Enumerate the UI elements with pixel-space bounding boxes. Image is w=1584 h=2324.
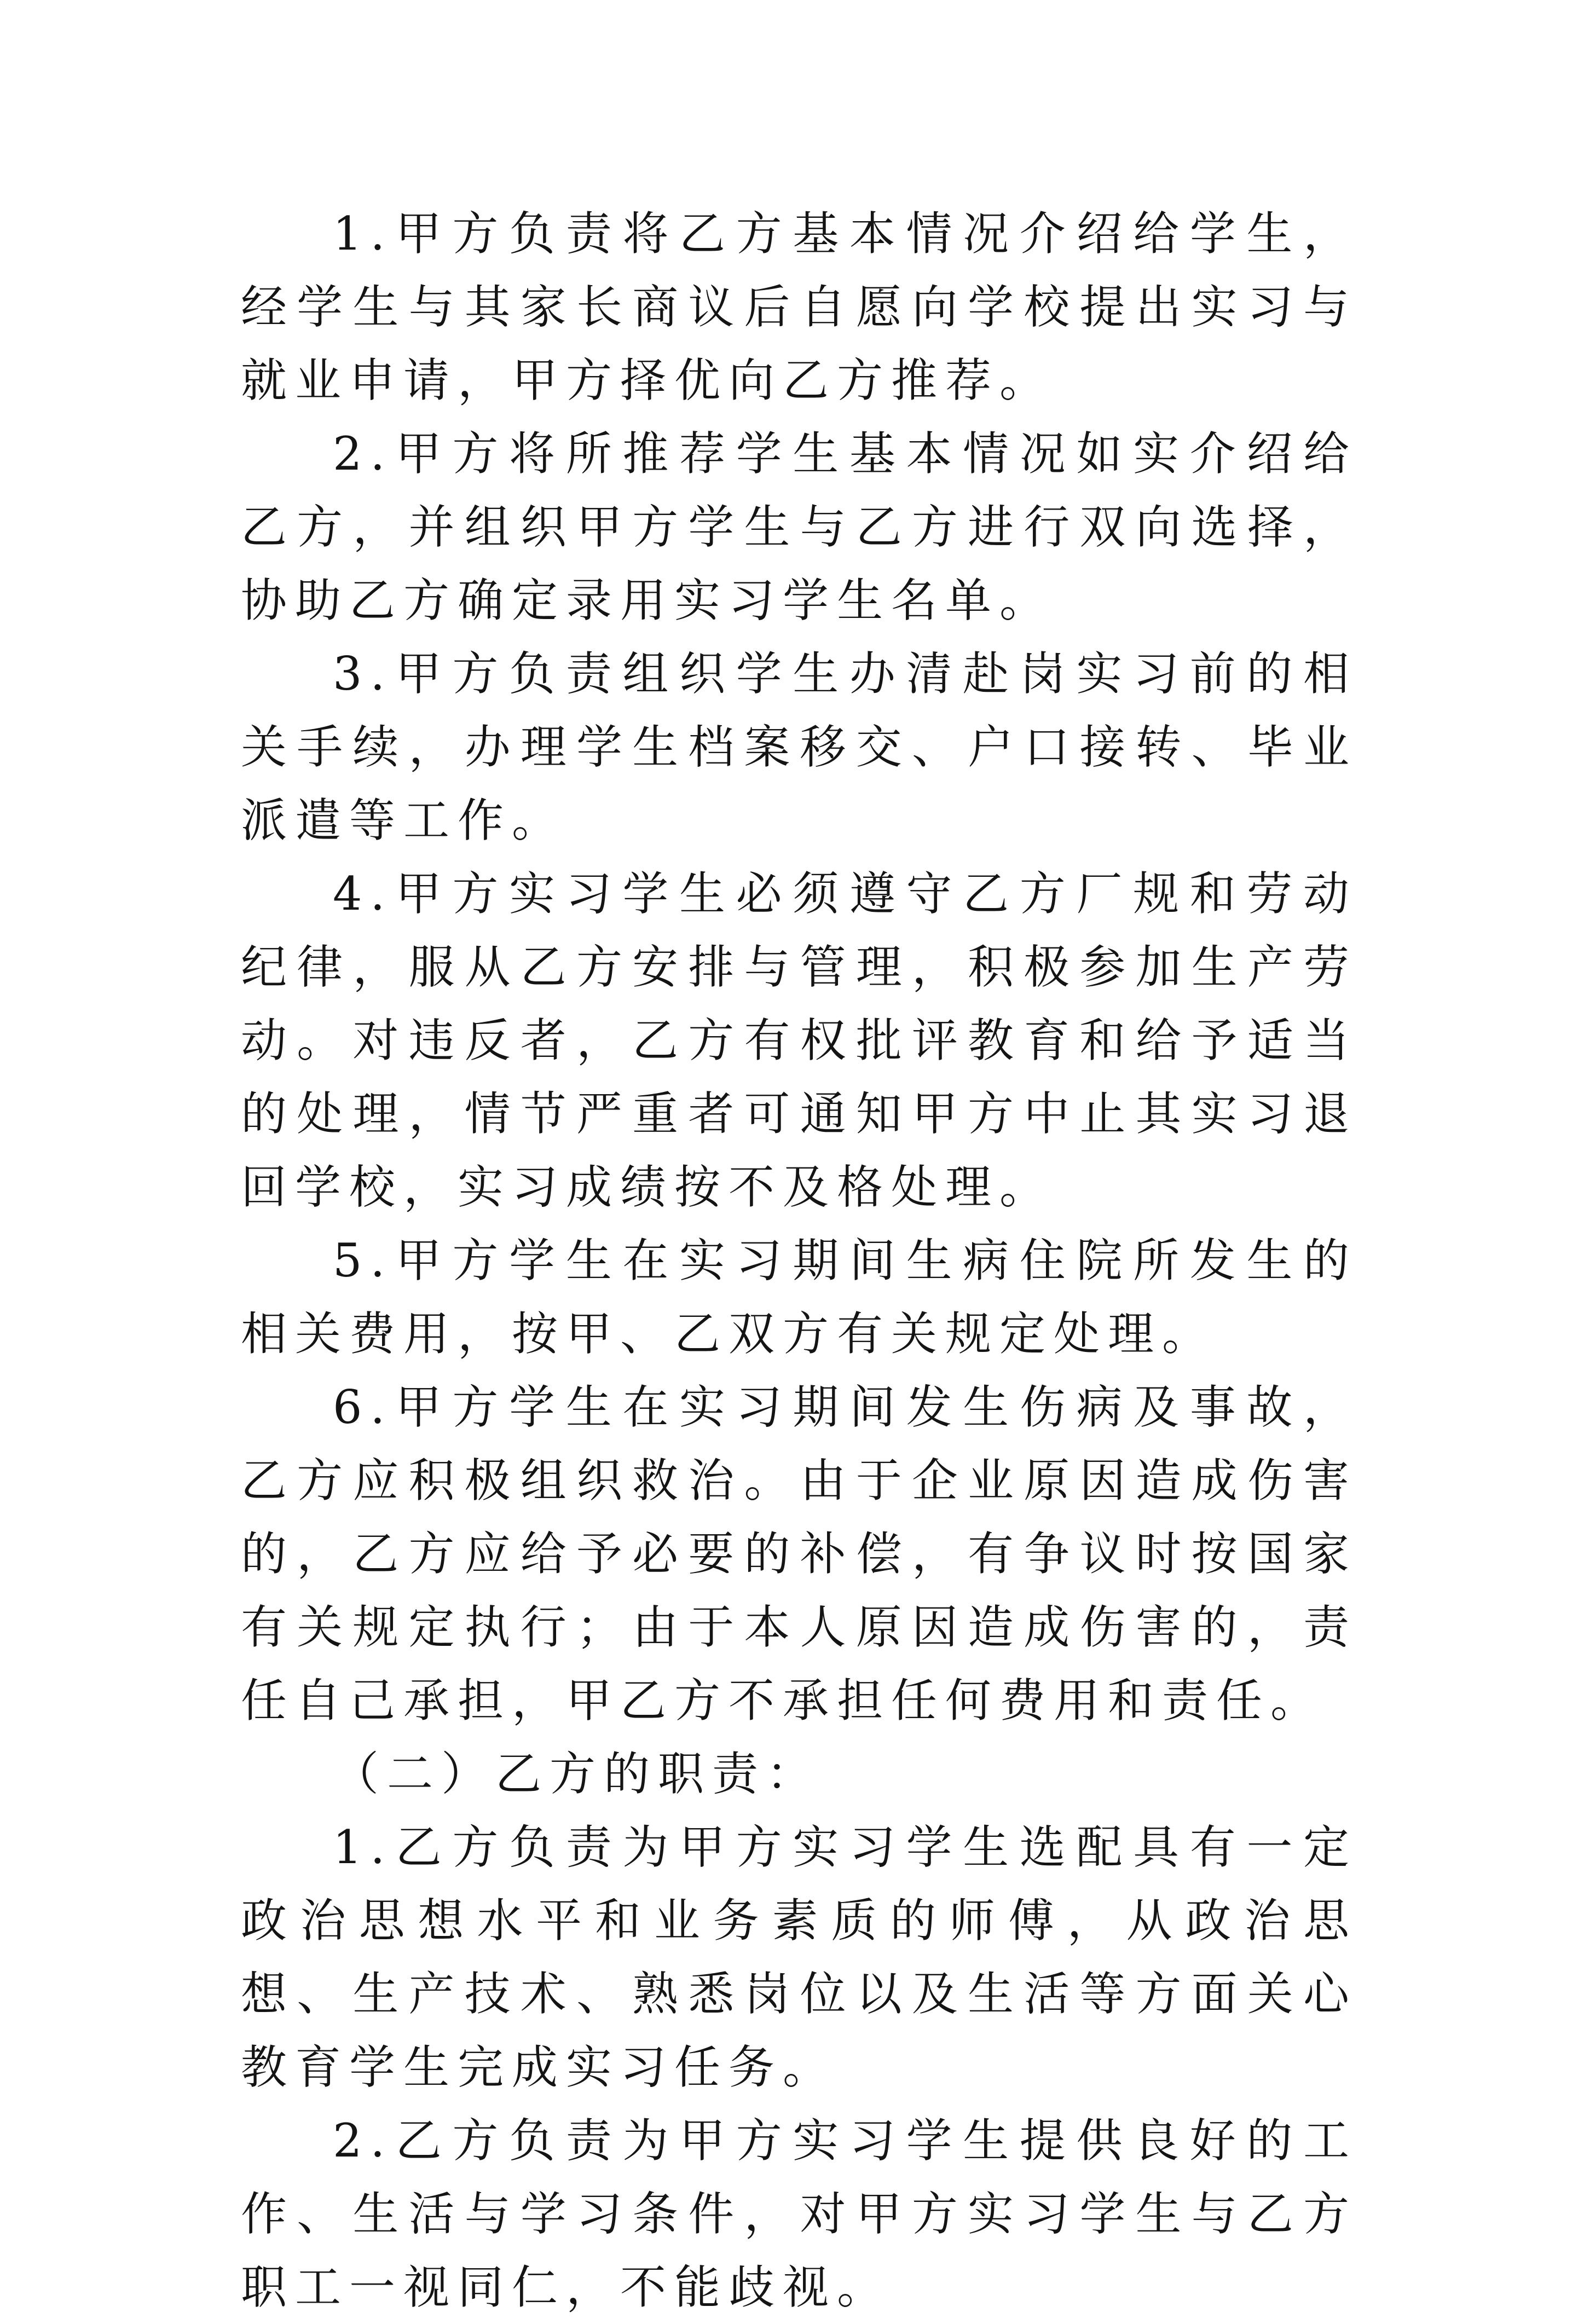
clause-paragraph: 1.乙方负责为甲方实习学生选配具有一定政治思想水平和业务素质的师傅，从政治思想、生产技术、熟悉岗位以及生活等方面关心教育学生完成实习任务。 xyxy=(241,1820,1357,2094)
clause-paragraph: 6.甲方学生在实习期间发生伤病及事故，乙方应积极组织救治。由于企业原因造成伤害的，乙方应给予必要的补偿，有争议时按国家有关规定执行；由于本人原因造成伤害的，责任自己承担，甲乙方不承担任何费用和责任。 xyxy=(241,1380,1357,1727)
clause-paragraph: 2.乙方负责为甲方实习学生提供良好的工作、生活与学习条件，对甲方实习学生与乙方职工一视同仁，不能歧视。 xyxy=(241,2114,1357,2314)
clause-paragraph: 5.甲方学生在实习期间生病住院所发生的相关费用，按甲、乙双方有关规定处理。 xyxy=(241,1234,1357,1361)
clause-paragraph: 3.甲方负责组织学生办清赴岗实习前的相关手续，办理学生档案移交、户口接转、毕业派遣等工作。 xyxy=(241,647,1357,847)
clause-paragraph: 4.甲方实习学生必须遵守乙方厂规和劳动纪律，服从乙方安排与管理，积极参加生产劳动。对违反者，乙方有权批评教育和给予适当的处理，情节严重者可通知甲方中止其实习退回学校，实习成绩按不及格处理。 xyxy=(241,867,1357,1214)
clause-paragraph: 1.甲方负责将乙方基本情况介绍给学生，经学生与其家长商议后自愿向学校提出实习与就业申请，甲方择优向乙方推荐。 xyxy=(241,207,1357,407)
document-body xyxy=(241,197,1357,2324)
clause-paragraph: 2.甲方将所推荐学生基本情况如实介绍给乙方，并组织甲方学生与乙方进行双向选择，协助乙方确定录用实习学生名单。 xyxy=(241,427,1357,627)
section-heading: （二）乙方的职责： xyxy=(333,1747,821,1801)
